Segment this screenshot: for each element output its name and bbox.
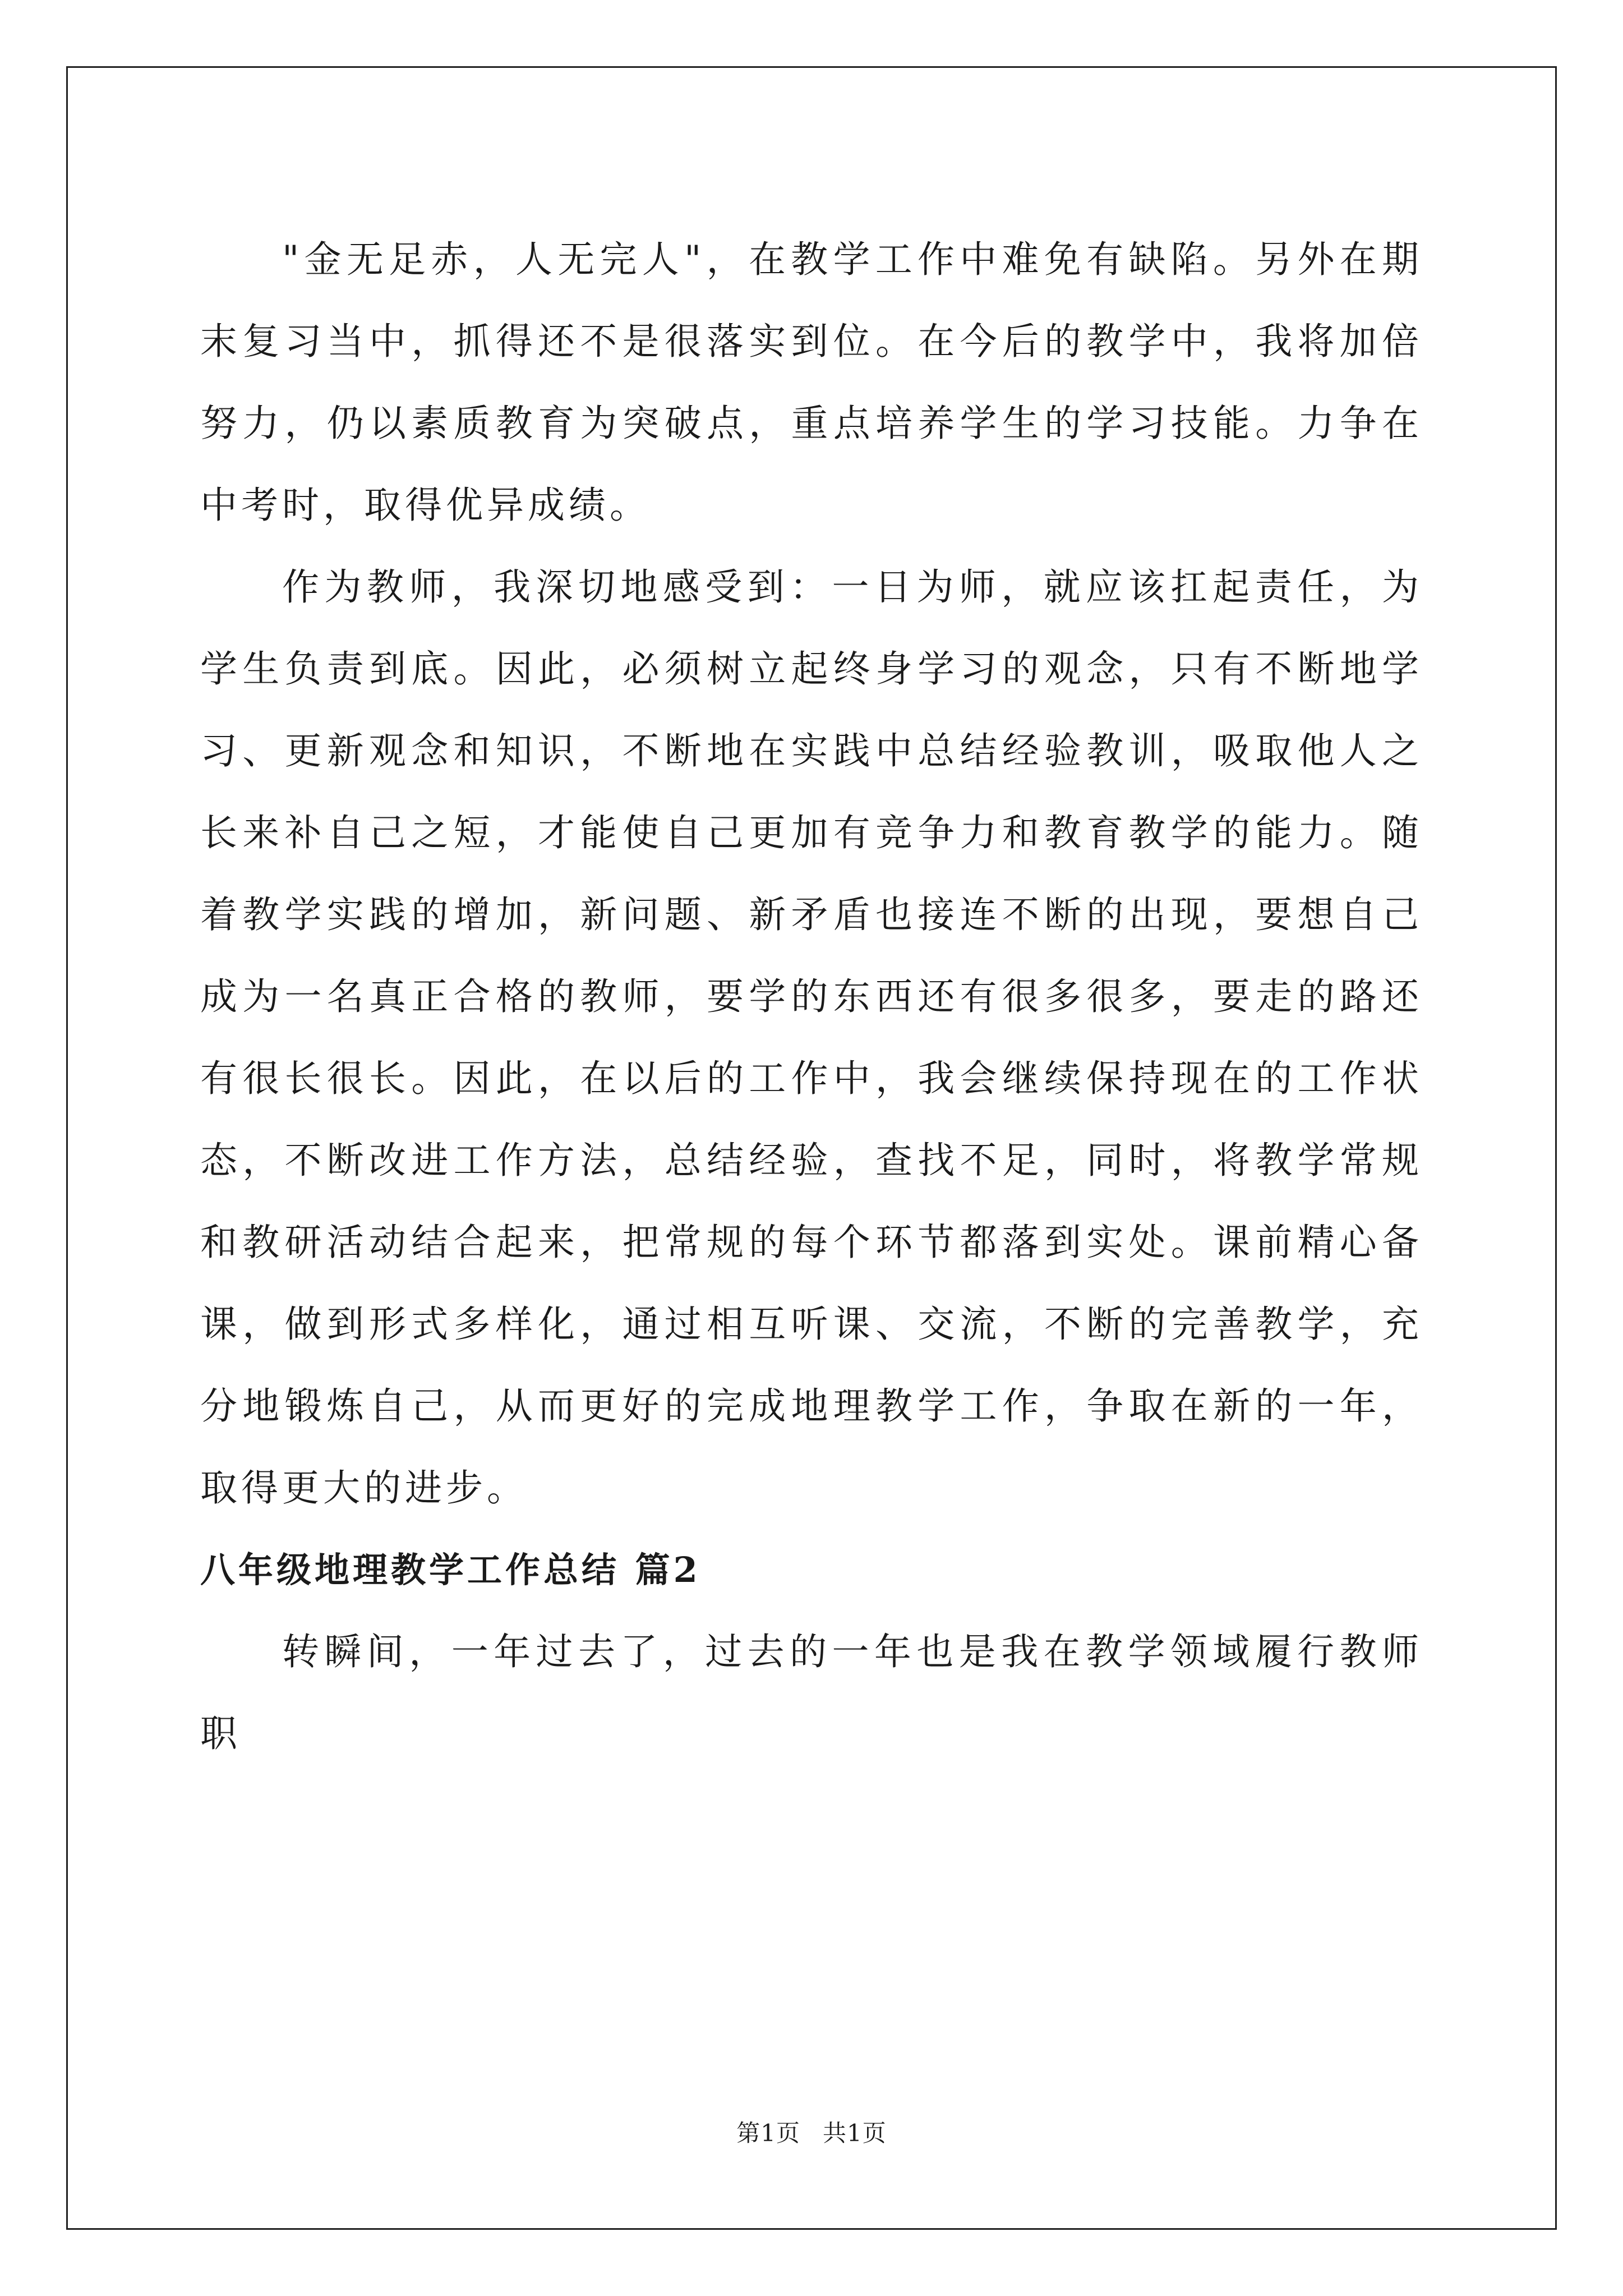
document-body [200,219,1423,1775]
section-paragraph-1: 转瞬间，一年过去了，过去的一年也是我在教学领域履行教师职 [200,1630,1423,1755]
paragraph-2: 作为教师，我深切地感受到：一日为师，就应该扛起责任，为学生负责到底。因此，必须树立起终身学习的观念，只有不断地学习、更新观念和知识，不断地在实践中总结经验教训，吸取他人之长来补自己之短，才能使自己更加有竞争力和教育教学的能力。随着教学实践的增加，新问题、新矛盾也接连不断的出现，要想自己成为一名真正合格的教师，要学的东西还有很多很多，要走的路还有很长很长。因此，在以后的工作中，我会继续保持现在的工作状态，不断改进工作方法，总结经验，查找不足，同时，将教学常规和教研活动结合起来，把常规的每个环节都落到实处。课前精心备课，做到形式多样化，通过相互听课、交流，不断的完善教学，充分地锻炼自己，从而更好的完成地理教学工作，争取在新的一年，取得更大的进步。 [200,565,1423,1510]
page-footer [0,2115,1623,2148]
paragraph-1: "金无足赤，人无完人"，在教学工作中难免有缺陷。另外在期末复习当中，抓得还不是很落实到位。在今后的教学中，我将加倍努力，仍以素质教育为突破点，重点培养学生的学习技能。力争在中考时，取得优异成绩。 [200,238,1423,527]
page-number-total: 共1页 [823,2119,887,2147]
page-number-current: 第1页 [736,2119,800,2147]
section-heading: 八年级地理教学工作总结 篇2 [200,1549,701,1590]
